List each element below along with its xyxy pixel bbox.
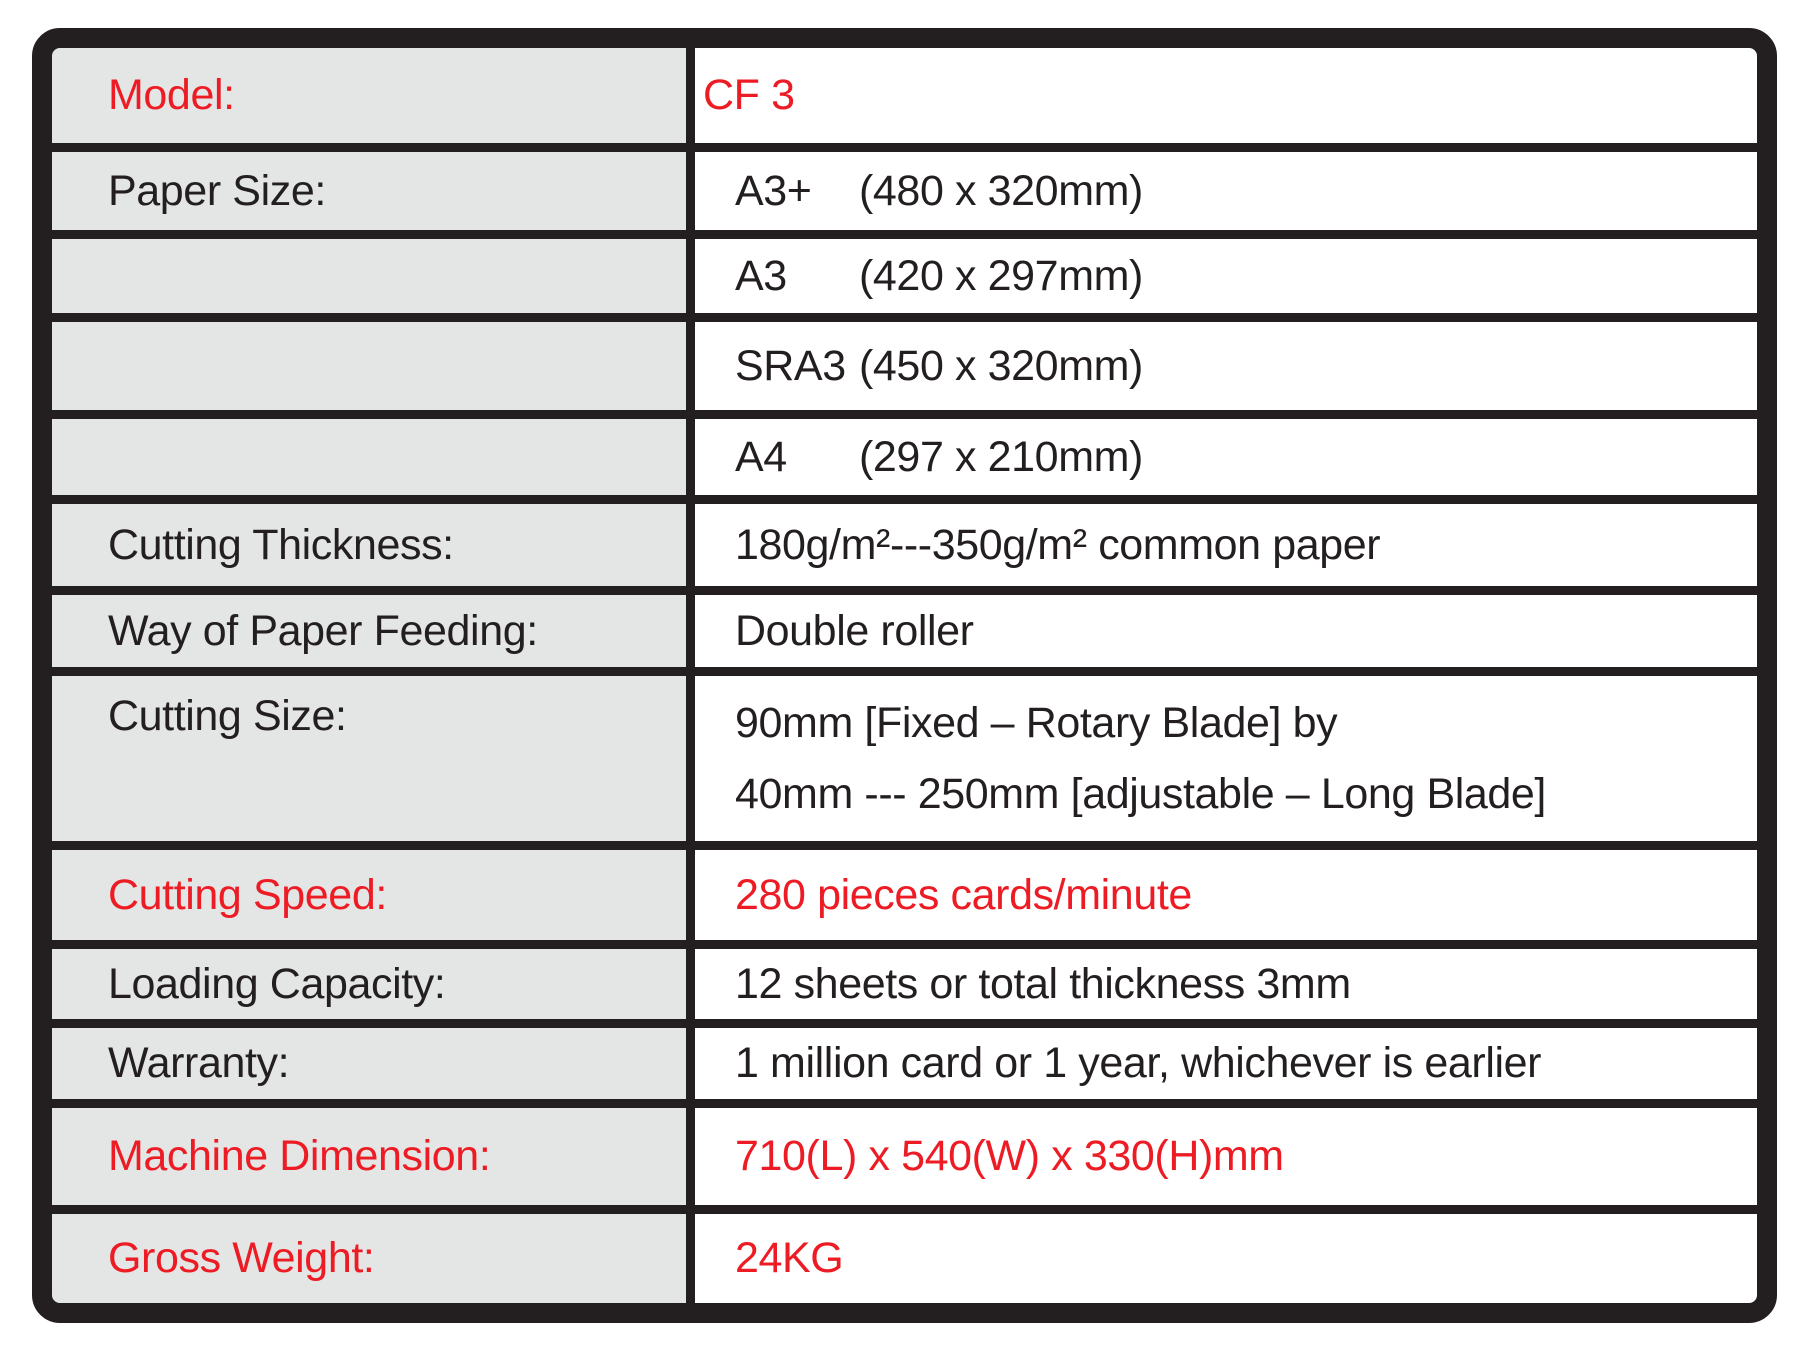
- model-value: CF 3: [703, 71, 795, 119]
- paper-size-label: Paper Size:: [108, 166, 326, 215]
- model-label-cell: [52, 48, 686, 143]
- model-value-cell: [695, 48, 1757, 143]
- paper-size-dims: (297 x 210mm): [859, 432, 1143, 481]
- paper-size-code: A3: [735, 251, 787, 300]
- loading-capacity-label: Loading Capacity:: [108, 959, 446, 1008]
- paper-size-dims: (420 x 297mm): [859, 251, 1143, 300]
- loading-capacity-label-cell: [52, 949, 686, 1019]
- cutting-thickness-value-cell: [695, 504, 1757, 586]
- paper-size-dims: (450 x 320mm): [859, 341, 1143, 390]
- paper-feeding-value-cell: [695, 595, 1757, 667]
- paper-size-a3-cell: [695, 239, 1757, 313]
- cutting-size-label-cell: [52, 676, 686, 841]
- paper-feeding-label-cell: [52, 595, 686, 667]
- cutting-size-label: Cutting Size:: [108, 692, 347, 740]
- gross-weight-label: Gross Weight:: [108, 1234, 375, 1282]
- gross-weight-value: 24KG: [735, 1234, 844, 1282]
- cutting-speed-label: Cutting Speed:: [108, 870, 387, 919]
- paper-feeding-label: Way of Paper Feeding:: [108, 606, 538, 655]
- cutting-size-value-cell: [695, 676, 1757, 841]
- warranty-value-cell: [695, 1028, 1757, 1099]
- cutting-speed-value: 280 pieces cards/minute: [735, 870, 1192, 919]
- warranty-label: Warranty:: [108, 1039, 290, 1087]
- cutting-size-line1: 90mm [Fixed – Rotary Blade] by: [735, 698, 1338, 747]
- paper-size-a4-cell: [695, 419, 1757, 495]
- paper-size-a3plus-cell: [695, 152, 1757, 230]
- cutting-thickness-label-cell: [52, 504, 686, 586]
- paper-size-spacer-cell-1: [52, 239, 686, 313]
- paper-size-code: A4: [735, 432, 787, 481]
- machine-dimension-value-cell: [695, 1108, 1757, 1205]
- paper-size-label-cell: [52, 152, 686, 230]
- loading-capacity-value-cell: [695, 949, 1757, 1019]
- cutting-thickness-label: Cutting Thickness:: [108, 520, 454, 569]
- machine-dimension-value: 710(L) x 540(W) x 330(H)mm: [735, 1132, 1284, 1180]
- cutting-thickness-value: 180g/m²---350g/m² common paper: [735, 520, 1381, 569]
- paper-size-dims: (480 x 320mm): [859, 166, 1143, 215]
- machine-dimension-label: Machine Dimension:: [108, 1132, 491, 1180]
- machine-dimension-label-cell: [52, 1108, 686, 1205]
- gross-weight-label-cell: [52, 1214, 686, 1303]
- model-label: Model:: [108, 71, 235, 119]
- paper-size-code: SRA3: [735, 341, 846, 390]
- cutting-speed-value-cell: [695, 850, 1757, 940]
- warranty-label-cell: [52, 1028, 686, 1099]
- paper-feeding-value: Double roller: [735, 606, 974, 655]
- paper-size-sra3-cell: [695, 322, 1757, 410]
- spec-table-frame: [32, 28, 1777, 1323]
- gross-weight-value-cell: [695, 1214, 1757, 1303]
- paper-size-spacer-cell-3: [52, 419, 686, 495]
- paper-size-spacer-cell-2: [52, 322, 686, 410]
- loading-capacity-value: 12 sheets or total thickness 3mm: [735, 959, 1351, 1008]
- cutting-speed-label-cell: [52, 850, 686, 940]
- warranty-value: 1 million card or 1 year, whichever is earlier: [735, 1039, 1542, 1087]
- cutting-size-line2: 40mm --- 250mm [adjustable – Long Blade]: [735, 769, 1546, 818]
- spec-table: [52, 48, 1757, 1303]
- paper-size-code: A3+: [735, 166, 812, 215]
